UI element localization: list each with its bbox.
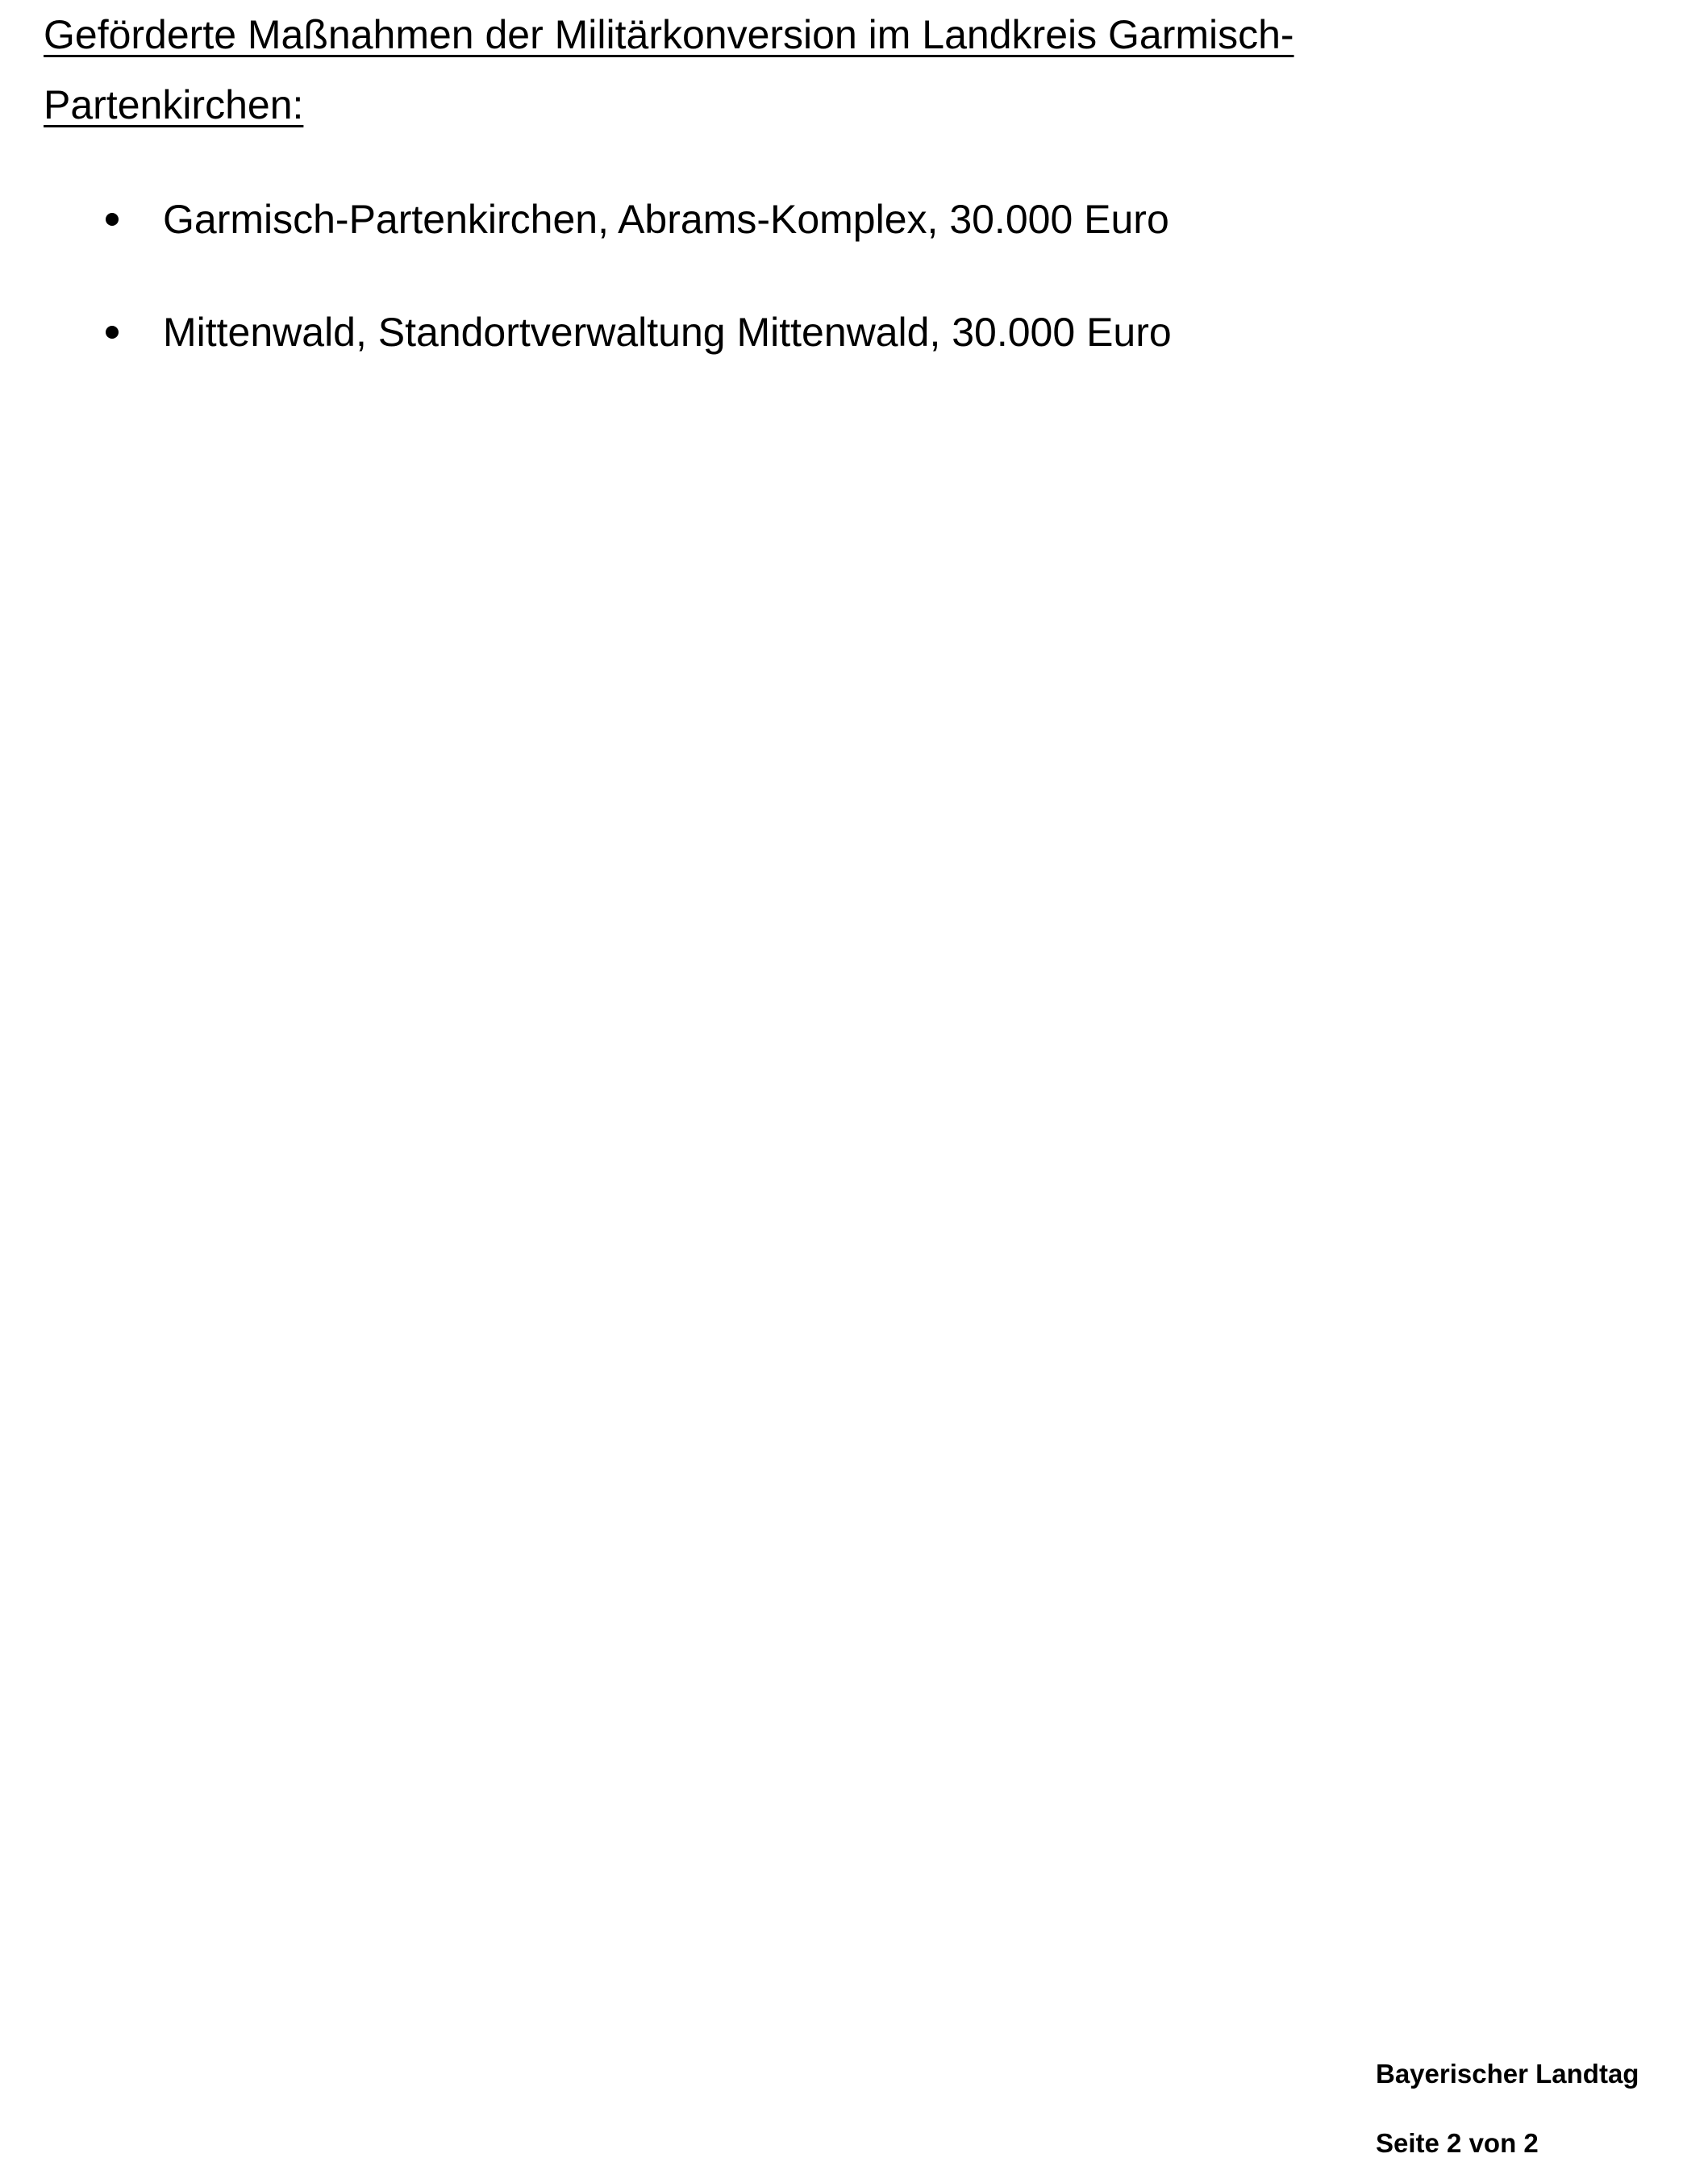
document-heading <box>44 0 1414 140</box>
bullet-icon <box>106 213 119 226</box>
footer-organization: Bayerischer Landtag <box>1376 2059 1639 2089</box>
heading-line-1: Geförderte Maßnahmen der Militärkonversion im Landkreis Garmisch- <box>44 12 1294 57</box>
measure-text: Garmisch-Partenkirchen, Abrams-Komplex, 30.000 Euro <box>163 197 1169 242</box>
bullet-icon <box>106 326 119 339</box>
footer-page-number: Seite 2 von 2 <box>1376 2128 1539 2158</box>
measure-text: Mittenwald, Standortverwaltung Mittenwald, 30.000 Euro <box>163 310 1172 355</box>
heading-line-2: Partenkirchen: <box>44 82 304 127</box>
